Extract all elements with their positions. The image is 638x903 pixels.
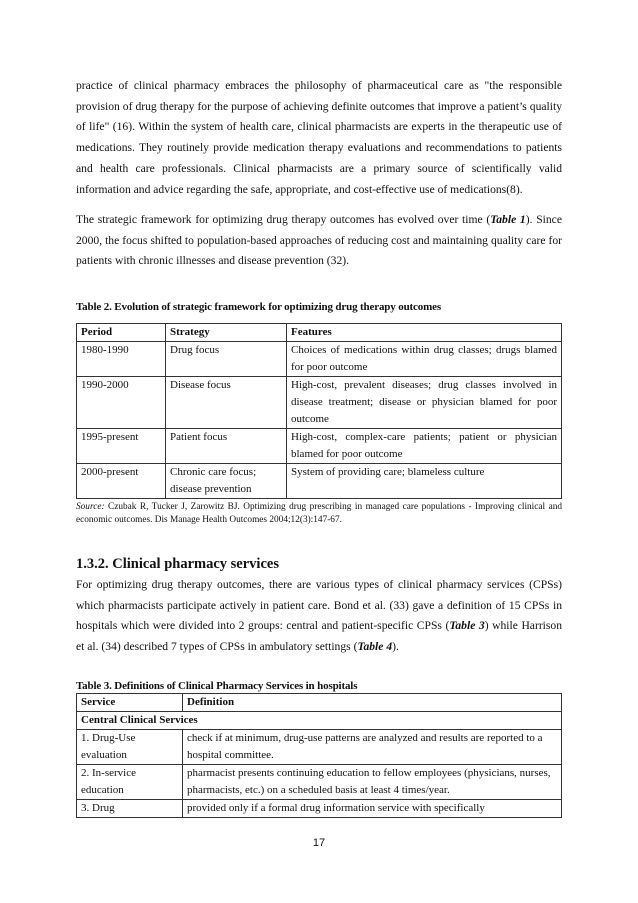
paragraph-text: ) while Harrison et al. (34) described 7 types of CPSs in ambulatory settings ( (76, 619, 563, 654)
table-reference-link: Table 1 (490, 213, 526, 226)
table3-block (76, 679, 562, 818)
cell-period: 2000-present (77, 464, 166, 499)
cell-service: 1. Drug-Use evaluation (77, 730, 183, 765)
cell-definition: check if at minimum, drug-use patterns are analyzed and results are reported to a hospital committee. (183, 730, 562, 765)
source-label: Source: (76, 502, 105, 512)
table3-caption: Table 3. Definitions of Clinical Pharmacy Services in hospitals (76, 680, 358, 692)
page-content (76, 76, 562, 818)
table-reference-link: Table 3 (449, 619, 485, 633)
table-row (77, 800, 562, 818)
table-header-row (77, 324, 562, 342)
cell-definition: provided only if a formal drug information service with specifically (183, 800, 562, 818)
column-header-definition: Definition (183, 694, 562, 712)
column-header-features: Features (287, 324, 562, 342)
paragraph-text: ). Since 2000, the focus shifted to population-based approaches of reducing cost and maintaining quality care for patients with chronic illnesses and disease prevention (32). (76, 213, 562, 268)
table2-strategic-framework (76, 323, 562, 499)
cell-period: 1990-2000 (77, 377, 166, 429)
cell-strategy: Chronic care focus; disease prevention (166, 464, 287, 499)
table2-caption: Table 2. Evolution of strategic framework for optimizing drug therapy outcomes (76, 301, 442, 313)
section-heading: 1.3.2. Clinical pharmacy services (76, 556, 279, 572)
table-row (77, 377, 562, 429)
paragraph-clinical-services (76, 575, 562, 662)
paragraph-clinical-pharmacy: practice of clinical pharmacy embraces the philosophy of pharmaceutical care as "the responsible provision of drug therapy for the purpose of achieving definite outcomes that improve a patient’s quality of life" (16). Within the system of health care, clinical pharmacists are experts in the therapeutic use of medications. They routinely provide medication therapy evaluations and recommendations to patients and health care professionals. Clinical pharmacists are a primary source of scientifically valid information and advice regarding the safe, appropriate, and cost-effective use of medications(8). (76, 79, 562, 196)
table-row (77, 342, 562, 377)
page-number: 17 (312, 837, 326, 849)
table-row (77, 730, 562, 765)
cell-strategy: Patient focus (166, 429, 287, 464)
cell-strategy: Disease focus (166, 377, 287, 429)
cell-service: 2. In-service education (77, 765, 183, 800)
paragraph-text: The strategic framework for optimizing drug therapy outcomes has evolved over time ( (76, 213, 491, 226)
table-row (77, 429, 562, 464)
paragraph-text: For optimizing drug therapy outcomes, there are various types of clinical pharmacy services (CPSs) which pharmacists participate actively in patient care. Bond et al. (33) gave a definition of 15 CPSs in hospitals which were divided into 2 groups: central and patient-specific CPSs ( (76, 578, 562, 633)
paragraph-text: ). (392, 640, 399, 654)
cell-features: High-cost, prevalent diseases; drug classes involved in disease treatment; disease or physician blamed for poor outcome (287, 377, 562, 429)
cell-period: 1980-1990 (77, 342, 166, 377)
cell-features: System of providing care; blameless culture (287, 464, 562, 499)
column-header-period: Period (77, 324, 166, 342)
table-row (77, 765, 562, 800)
cell-service: 3. Drug (77, 800, 183, 818)
cell-period: 1995-present (77, 429, 166, 464)
table-header-row (77, 694, 562, 712)
group-label: Central Clinical Services (77, 712, 562, 730)
table-row (77, 464, 562, 499)
table-group-row (77, 712, 562, 730)
cell-features: Choices of medications within drug classes; drugs blamed for poor outcome (287, 342, 562, 377)
cell-definition: pharmacist presents continuing education to fellow employees (physicians, nurses, pharmacists, etc.) on a scheduled basis at least 4 times/year. (183, 765, 562, 800)
source-citation: Czubak R, Tucker J, Zarowitz BJ. Optimizing drug prescribing in managed care populations - Improving clinical and economic outcomes. Dis Manage Health Outcomes 2004;12(3):147-67. (76, 502, 562, 525)
table-reference-link: Table 4 (357, 640, 393, 654)
column-header-service: Service (77, 694, 183, 712)
cell-features: High-cost, complex-care patients; patient or physician blamed for poor outcome (287, 429, 562, 464)
cell-strategy: Drug focus (166, 342, 287, 377)
table2-source-note (76, 501, 562, 526)
column-header-strategy: Strategy (166, 324, 287, 342)
table3-clinical-services (76, 693, 562, 818)
paragraph-strategic-framework (76, 210, 562, 272)
